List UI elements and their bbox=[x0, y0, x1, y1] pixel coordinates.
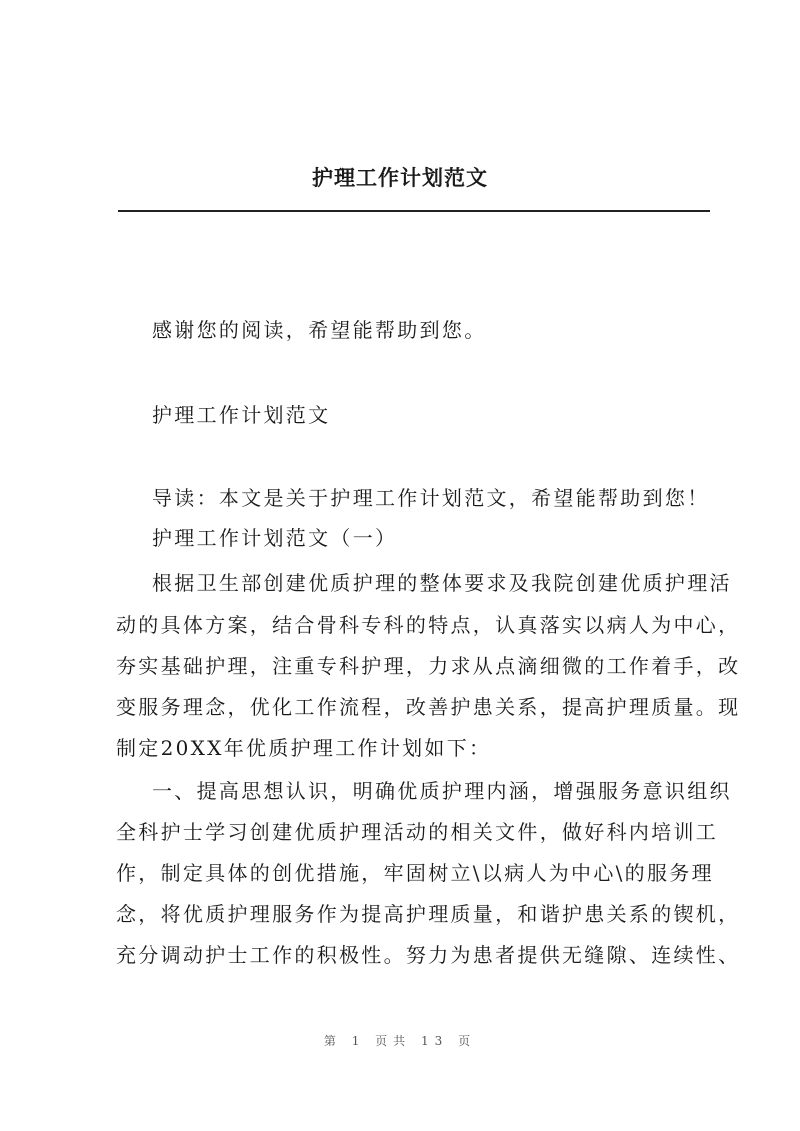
paragraph-line: 全科护士学习创建优质护理活动的相关文件，做好科内培训工 bbox=[116, 820, 719, 844]
paragraph-line: 变服务理念，优化工作流程，改善护患关系，提高护理质量。现 bbox=[116, 695, 741, 719]
paragraph-line: 动的具体方案，结合骨科专科的特点，认真落实以病人为中心， bbox=[116, 613, 741, 637]
intro-text: 感谢您的阅读，希望能帮助到您。 bbox=[152, 318, 487, 342]
paragraph-line: 一、提高思想认识，明确优质护理内涵，增强服务意识组织 bbox=[152, 779, 732, 803]
paragraph-line: 念，将优质护理服务作为提高护理质量，和谐护患关系的锲机， bbox=[116, 902, 741, 926]
paragraph-line: 充分调动护士工作的积极性。努力为患者提供无缝隙、连续性、 bbox=[116, 943, 741, 967]
subtitle-text: 护理工作计划范文 bbox=[152, 403, 331, 427]
page-number-footer: 第 1 页共 13 页 bbox=[323, 1034, 477, 1048]
guide-text: 导读：本文是关于护理工作计划范文，希望能帮助到您！ bbox=[152, 486, 710, 510]
paragraph-line: 作，制定具体的创优措施，牢固树立\以病人为中心\的服务理 bbox=[116, 861, 714, 885]
paragraph-line: 夯实基础护理，注重专科护理，力求从点滴细微的工作着手，改 bbox=[116, 654, 741, 678]
title-underline bbox=[118, 210, 710, 212]
document-title: 护理工作计划范文 bbox=[312, 165, 488, 190]
paragraph-line: 制定20XX年优质护理工作计划如下： bbox=[116, 736, 492, 760]
section-heading: 护理工作计划范文（一） bbox=[152, 526, 398, 550]
paragraph-line: 根据卫生部创建优质护理的整体要求及我院创建优质护理活 bbox=[152, 571, 732, 595]
